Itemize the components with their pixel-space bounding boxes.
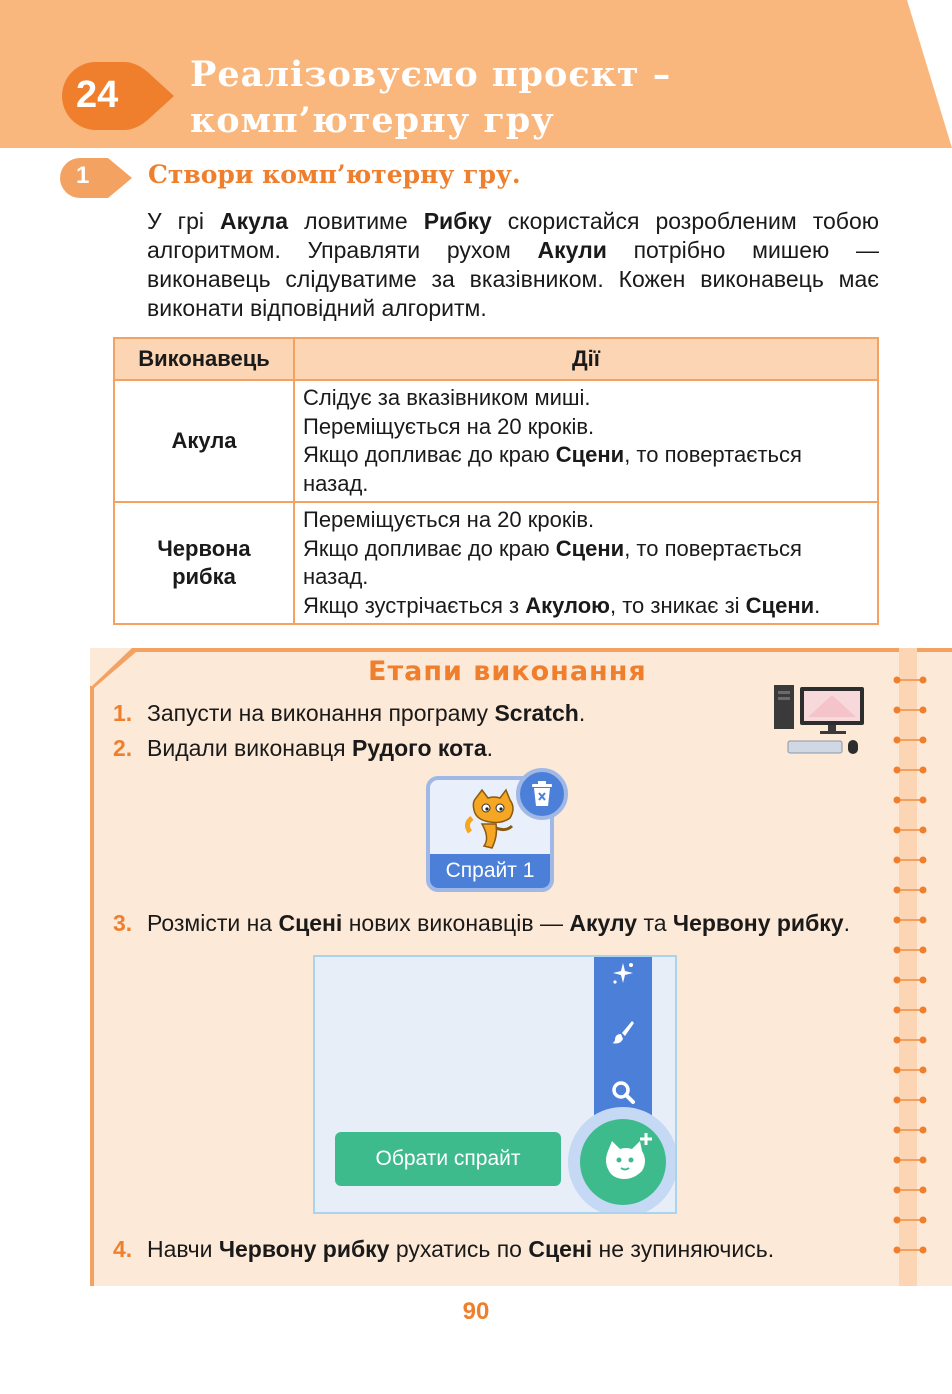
executor-name-line: рибка — [172, 564, 236, 589]
step-text: . — [578, 700, 586, 726]
step-number: 2. — [113, 735, 133, 761]
scratch-sprite-menu — [313, 955, 677, 1214]
action-bold: Сцени — [555, 442, 625, 467]
task-badge-shape — [60, 158, 132, 198]
step-bold: Червону рибку — [218, 1236, 390, 1262]
action-line — [303, 441, 869, 498]
binder-ring — [893, 1095, 927, 1105]
task-number: 1 — [76, 162, 90, 189]
panel-top-border — [132, 648, 952, 652]
step-text: . — [843, 910, 850, 936]
binder-ring — [893, 855, 927, 865]
step-text: та — [637, 910, 673, 936]
table-row — [114, 502, 878, 624]
step-text: рухатись по — [389, 1236, 529, 1262]
action-line: Переміщується на 20 кроків. — [303, 413, 595, 439]
intro-text: У грі — [147, 208, 221, 234]
action-text: Якщо зустрічається з — [303, 592, 526, 618]
cat-plus-icon — [598, 1133, 654, 1189]
executor-name-line: Червона — [157, 535, 251, 561]
page-number: 90 — [462, 1298, 490, 1325]
intro-paragraph — [147, 207, 879, 323]
binder-ring — [893, 825, 927, 835]
step-bold: Червону рибку — [672, 910, 844, 936]
delete-sprite-button[interactable] — [516, 768, 568, 820]
executors-table — [113, 337, 879, 625]
intro-bold: Рибку — [423, 208, 492, 234]
binder-ring — [893, 705, 927, 715]
action-text: , то повертається назад. — [303, 535, 802, 589]
step-bold: Сцені — [528, 1236, 593, 1262]
paintbrush-icon[interactable] — [610, 1019, 636, 1045]
binder-ring — [893, 675, 927, 685]
intro-text: ловитиме — [288, 208, 424, 234]
binder-ring — [893, 795, 927, 805]
lesson-number: 24 — [76, 74, 119, 116]
choose-sprite-button[interactable] — [580, 1119, 666, 1205]
executor-actions — [294, 502, 878, 624]
step-text: не зупиняючись. — [592, 1236, 775, 1262]
executor-name — [114, 502, 294, 624]
action-line — [303, 535, 869, 592]
step-text: . — [486, 735, 494, 761]
binder-ring — [893, 975, 927, 985]
scratch-cat-icon — [462, 788, 520, 852]
binder-ring — [893, 1065, 927, 1075]
binder-ring — [893, 1155, 927, 1165]
page-title-line2: комп’ютерну гру — [190, 100, 555, 141]
action-line — [303, 592, 869, 621]
column-header-executor: Виконавець — [114, 338, 294, 380]
step-3 — [113, 908, 850, 938]
action-bold: Сцени — [555, 535, 625, 561]
step-number: 1. — [113, 700, 133, 726]
table-row — [114, 380, 878, 502]
intro-text: потрібно мишею — виконавець слідуватиме за вказівником. Кожен виконавець має виконати відповідний алгоритм. — [147, 237, 880, 321]
action-text: , то зникає зі — [609, 592, 746, 618]
step-bold: Сцені — [278, 910, 343, 936]
step-number: 4. — [113, 1236, 133, 1262]
choose-sprite-tooltip: Обрати спрайт — [335, 1132, 561, 1186]
task-title: Створи комп’ютерну гру. — [148, 160, 521, 189]
binder-ring — [893, 1035, 927, 1045]
binder-ring — [893, 1215, 927, 1225]
step-2 — [113, 733, 493, 763]
binder-ring — [893, 1245, 927, 1255]
binder-ring — [893, 915, 927, 925]
panel-corner — [90, 648, 136, 688]
action-text: , то повертається назад. — [303, 442, 802, 496]
search-icon[interactable] — [610, 1079, 636, 1105]
action-bold: Акулою — [525, 592, 610, 618]
page-title-line1: Реалізовуємо проєкт – — [190, 54, 672, 95]
intro-bold: Акула — [220, 208, 289, 234]
computer-icon — [772, 683, 868, 757]
action-text: . — [814, 592, 821, 618]
stages-title: Етапи виконання — [368, 656, 647, 687]
binder-ring — [893, 1185, 927, 1195]
binder-ring — [893, 765, 927, 775]
action-bold: Сцени — [745, 592, 815, 618]
step-bold: Scratch — [494, 700, 579, 726]
step-text: Запусти на виконання програму — [147, 700, 495, 726]
executor-name: Акула — [114, 380, 294, 502]
sparkle-icon[interactable] — [610, 961, 636, 987]
binder-ring — [893, 1005, 927, 1015]
step-number: 3. — [113, 910, 133, 936]
sprite-label: Спрайт 1 — [430, 854, 550, 888]
step-text: нових виконавців — — [342, 910, 570, 936]
step-4 — [113, 1234, 774, 1264]
binder-ring — [893, 735, 927, 745]
executor-actions — [294, 380, 878, 502]
trash-icon — [531, 781, 553, 807]
binder-ring — [893, 1125, 927, 1135]
step-bold: Акулу — [569, 910, 638, 936]
action-text: Якщо допливає до краю — [303, 535, 556, 561]
action-line: Слідує за вказівником миші. — [303, 385, 591, 410]
step-text: Видали виконавця — [147, 735, 352, 761]
page-title — [190, 52, 671, 144]
action-line: Переміщується на 20 кроків. — [303, 507, 595, 532]
binder-ring — [893, 885, 927, 895]
step-bold: Рудого кота — [351, 735, 487, 761]
binder-ring — [893, 945, 927, 955]
column-header-actions: Дії — [294, 338, 878, 380]
step-text: Навчи — [147, 1236, 219, 1262]
header-corner-cut — [907, 0, 952, 148]
intro-bold: Акули — [537, 237, 607, 263]
intro-text: скористайся розробленим тобою алгоритмом. Управляти рухом — [147, 208, 879, 263]
table-header-row — [114, 338, 878, 380]
step-1 — [113, 698, 585, 728]
panel-left-border — [90, 686, 94, 1286]
step-text: Розмісти на — [147, 910, 279, 936]
action-text: Якщо допливає до краю — [303, 442, 556, 467]
